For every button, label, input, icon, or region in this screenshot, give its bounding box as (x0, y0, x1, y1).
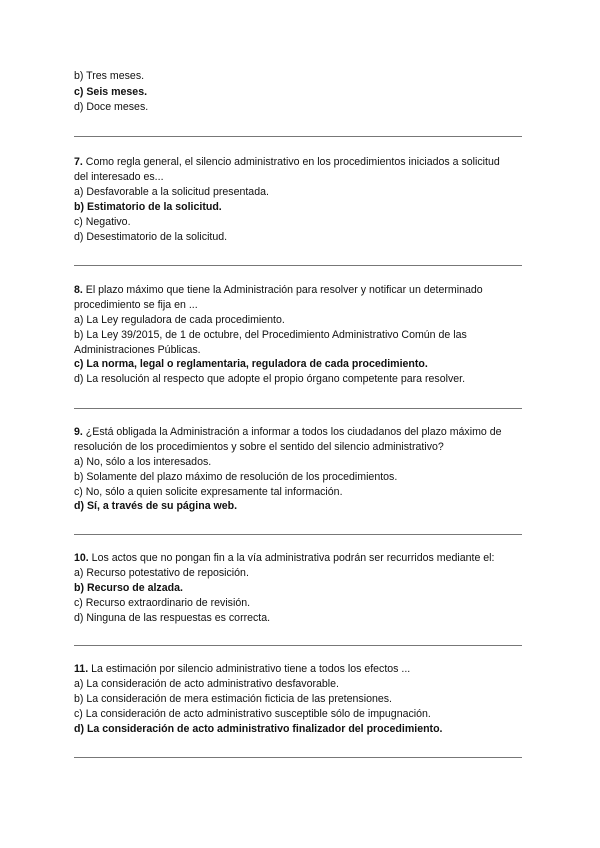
q9-question-line-2: resolución de los procedimientos y sobre el sentido del silencio administrativo? (74, 441, 444, 453)
q10-option-c: c) Recurso extraordinario de revisión. (74, 597, 251, 609)
q7-option-c: c) Negativo. (74, 216, 131, 228)
q11-option-b: b) La consideración de mera estimación ficticia de las pretensiones. (74, 693, 392, 705)
q7-number: 7. (74, 156, 83, 168)
q11-option-d-correct: d) La consideración de acto administrativo finalizador del procedimiento. (74, 723, 443, 735)
q8-question-text: El plazo máximo que tiene la Administración para resolver y notificar un determinado (82, 284, 483, 296)
separator-rule (74, 408, 522, 409)
q6-option-c-correct: c) Seis meses. (74, 86, 148, 98)
q9-question-line-1 (74, 425, 534, 440)
q9-number: 9. (74, 426, 83, 438)
q8-option-b-continuation: Administraciones Públicas. (74, 344, 201, 356)
q6-option-d: d) Doce meses. (74, 101, 149, 113)
q6-option-b: b) Tres meses. (74, 70, 145, 82)
q8-option-c-correct: c) La norma, legal o reglamentaria, reguladora de cada procedimiento. (74, 358, 428, 370)
q7-option-d: d) Desestimatorio de la solicitud. (74, 231, 228, 243)
separator-rule (74, 534, 522, 535)
q10-option-b-correct: b) Recurso de alzada. (74, 582, 183, 594)
q9-option-a: a) No, sólo a los interesados. (74, 456, 212, 468)
q8-question-line-1 (74, 283, 534, 298)
q11-number: 11. (74, 663, 89, 675)
q8-option-a: a) La Ley reguladora de cada procedimiento. (74, 314, 285, 326)
q11-option-a: a) La consideración de acto administrativo desfavorable. (74, 678, 339, 690)
q8-option-d: d) La resolución al respecto que adopte el propio órgano competente para resolver. (74, 373, 466, 385)
q7-question-text: Como regla general, el silencio administrativo en los procedimientos iniciados a solicitud (82, 156, 500, 168)
q7-option-b-correct: b) Estimatorio de la solicitud. (74, 201, 222, 213)
q11-question-text: La estimación por silencio administrativo tiene a todos los efectos ... (88, 663, 411, 675)
separator-rule (74, 645, 522, 646)
q8-option-b: b) La Ley 39/2015, de 1 de octubre, del Procedimiento Administrativo Común de las (74, 329, 467, 341)
q10-option-a: a) Recurso potestativo de reposición. (74, 567, 249, 579)
separator-rule (74, 265, 522, 266)
q10-question-line-1 (74, 551, 534, 566)
q7-question-line-2: del interesado es... (74, 171, 164, 183)
q11-option-c: c) La consideración de acto administrativo susceptible sólo de impugnación. (74, 708, 431, 720)
q9-option-c: c) No, sólo a quien solicite expresamente tal información. (74, 486, 343, 498)
q9-option-b: b) Solamente del plazo máximo de resolución de los procedimientos. (74, 471, 398, 483)
q7-question-line-1 (74, 155, 534, 170)
q10-number: 10. (74, 552, 89, 564)
q9-option-d-correct: d) Sí, a través de su página web. (74, 500, 238, 512)
q8-number: 8. (74, 284, 83, 296)
q11-question-line-1 (74, 662, 534, 677)
q10-option-d: d) Ninguna de las respuestas es correcta. (74, 612, 271, 624)
q7-option-a: a) Desfavorable a la solicitud presentada. (74, 186, 269, 198)
q9-question-text: ¿Está obligada la Administración a informar a todos los ciudadanos del plazo máximo de (82, 426, 502, 438)
q10-question-text: Los actos que no pongan fin a la vía administrativa podrán ser recurridos mediante el: (88, 552, 495, 564)
q8-question-line-2: procedimiento se fija en ... (74, 299, 198, 311)
separator-rule (74, 136, 522, 137)
separator-rule (74, 757, 522, 758)
